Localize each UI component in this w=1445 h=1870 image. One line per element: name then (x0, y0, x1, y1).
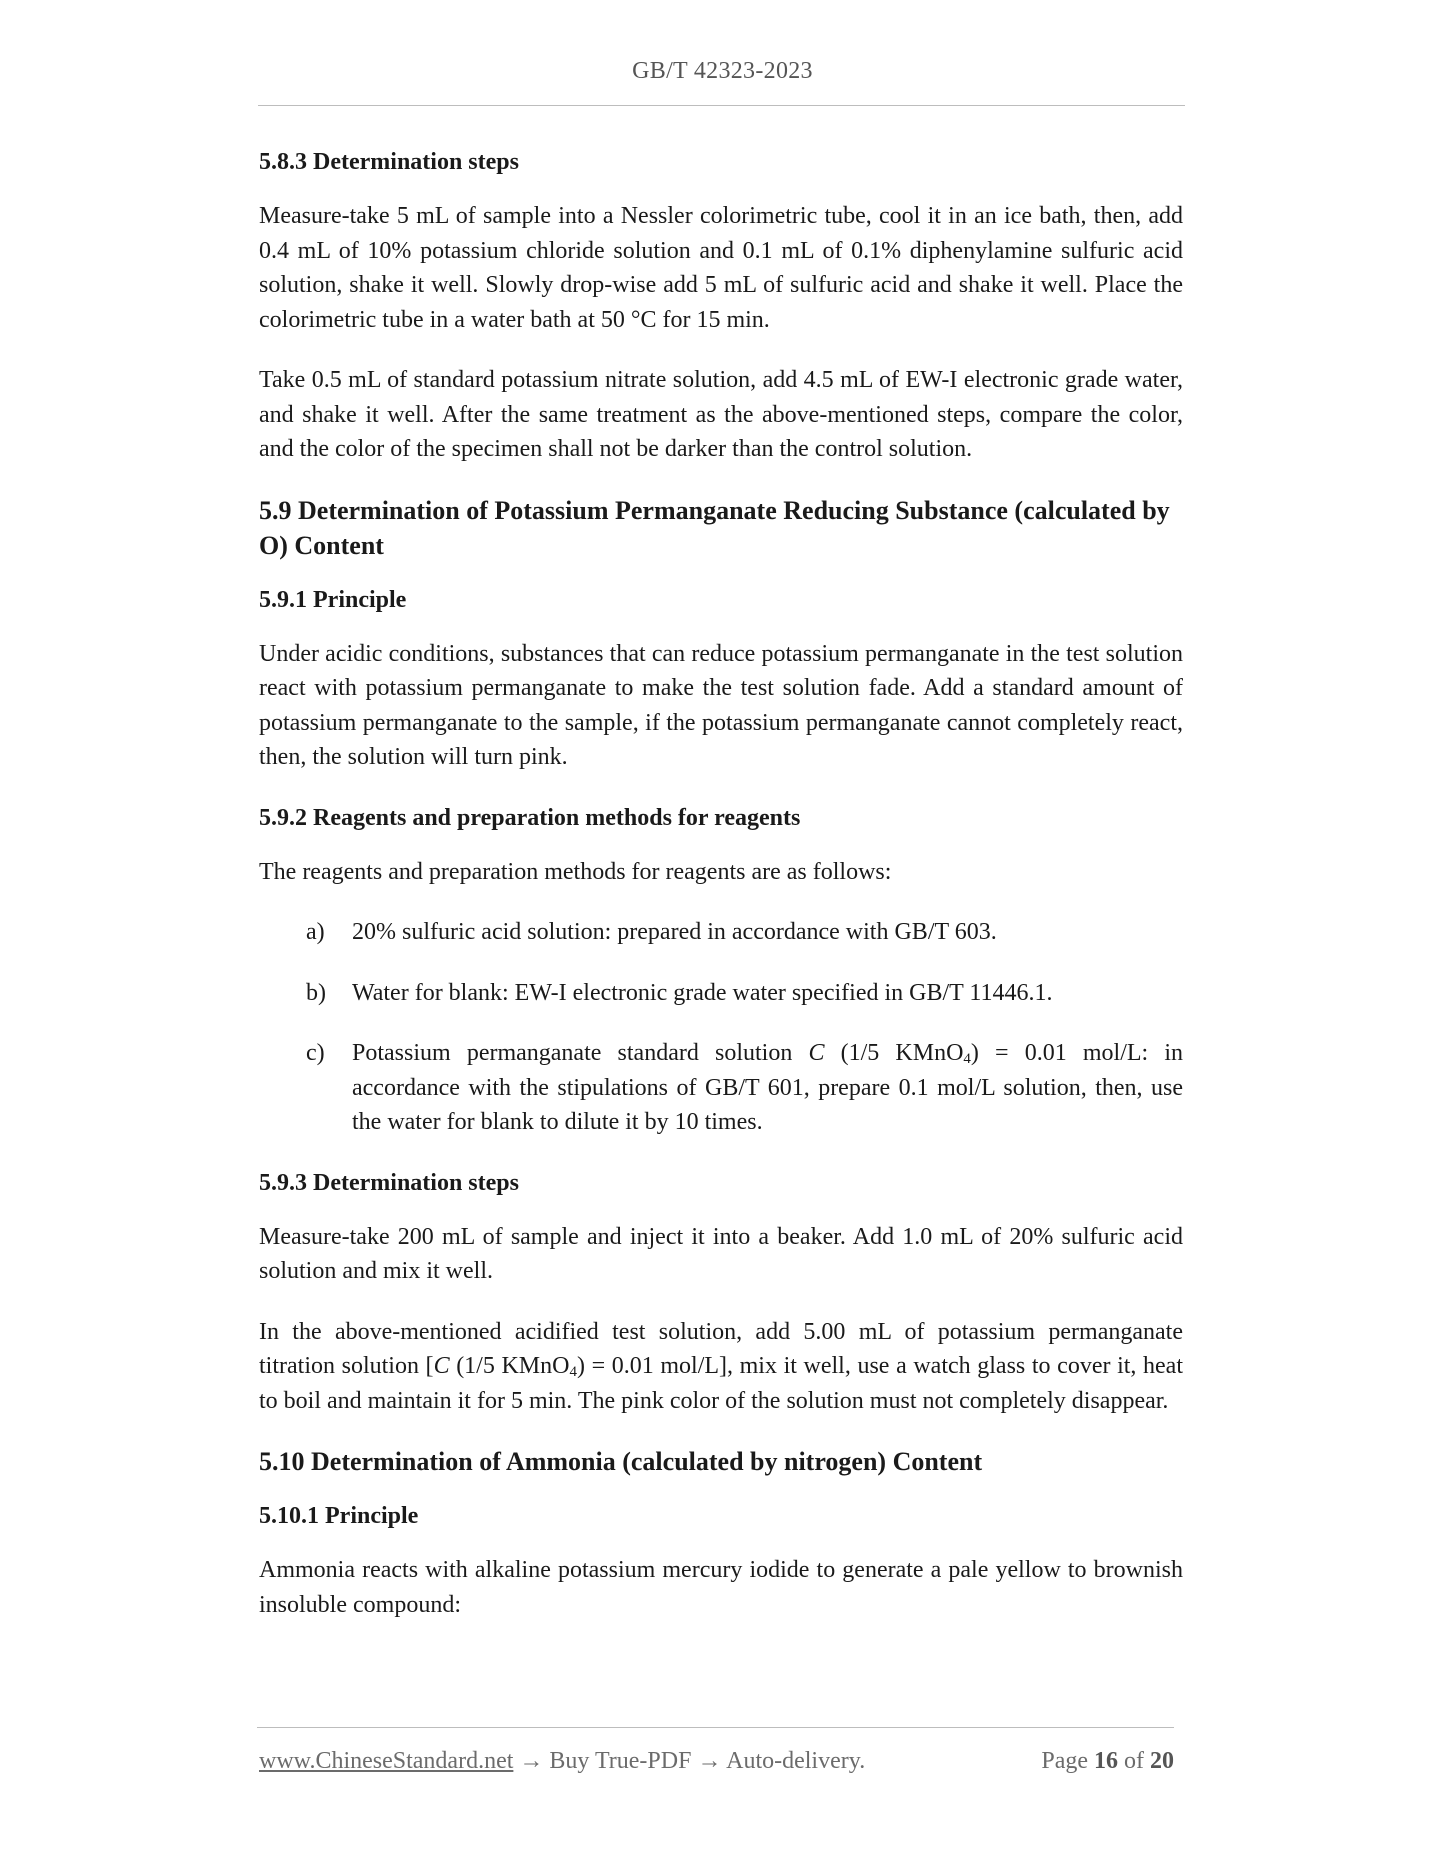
subscript: 4 (963, 1051, 971, 1067)
list-item (259, 915, 1183, 950)
paragraph-5-9-1-1: Under acidic conditions, substances that can reduce potassium permanganate in the test solution react with potassium permanganate to make the test solution fade. Add a standard amount of potassium permanganate to the sample, if the potassium permanganate cannot completely react, then, the solution will turn pink. (259, 640, 1183, 770)
list-item-text-post: ) = 0.01 mol/L: in accordance with the stipulations of GB/T 601, prepare 0.1 mol/L solution, then, use the water for blank to dilute it by 10 times. (352, 1040, 1183, 1135)
paragraph-text-pre: In the above-mentioned acidified test solution, add 5.00 mL of potassium permanganate titration solution [ (259, 1318, 1183, 1379)
paragraph-5-10-1-1: Ammonia reacts with alkaline potassium mercury iodide to generate a pale yellow to brownish insoluble compound: (259, 1557, 1183, 1618)
reagent-list (259, 915, 1183, 1140)
paragraph-text-post: ) = 0.01 mol/L], mix it well, use a watch glass to cover it, heat to boil and maintain it for 5 min. The pink color of the solution must not completely disappear. (259, 1353, 1183, 1414)
heading-5-10: 5.10 Determination of Ammonia (calculated by nitrogen) Content (259, 1447, 983, 1476)
paragraph-5-8-3-2: Take 0.5 mL of standard potassium nitrate solution, add 4.5 mL of EW-I electronic grade water, and shake it well. After the same treatment as the above-mentioned steps, compare the color, and the color of the specimen shall not be darker than the control solution. (259, 367, 1183, 462)
footer-divider (257, 1727, 1174, 1728)
subscript: 4 (569, 1364, 577, 1380)
paragraph-text-mid: (1/5 KMnO (449, 1353, 570, 1379)
list-item-text-pre: Potassium permanganate standard solution (352, 1040, 809, 1066)
heading-5-10-1: 5.10.1 Principle (259, 1503, 419, 1529)
header-doc-id: GB/T 42323-2023 (632, 58, 813, 84)
heading-5-9: 5.9 Determination of Potassium Permanganate Reducing Substance (calculated by O) Content (259, 495, 1170, 560)
list-item (259, 1036, 1183, 1140)
page-footer (259, 1748, 1174, 1775)
of-word: of (1124, 1748, 1144, 1774)
list-item-text-mid: (1/5 KMnO (824, 1040, 964, 1066)
variable-c: C (433, 1353, 450, 1379)
list-marker: a) (306, 919, 325, 945)
list-marker: c) (306, 1040, 325, 1066)
footer-tagline: → Buy True-PDF → Auto-delivery. (513, 1748, 866, 1774)
paragraph-5-9-3-2 (259, 1315, 1183, 1419)
heading-5-9-2: 5.9.2 Reagents and preparation methods for reagents (259, 804, 801, 831)
variable-c: C (808, 1040, 825, 1066)
page-number: 16 (1094, 1748, 1118, 1774)
paragraph-5-8-3-1: Measure-take 5 mL of sample into a Nessler colorimetric tube, cool it in an ice bath, then, add 0.4 mL of 10% potassium chloride solution and 0.1 mL of 0.1% diphenylamine sulfuric acid solution, shake it well. Slowly drop-wise add 5 mL of sulfuric acid and shake it well. Place the colorimetric tube in a water bath at 50 °C for 15 min. (259, 203, 1183, 333)
page-word: Page (1041, 1748, 1088, 1774)
header-divider (258, 105, 1185, 106)
heading-5-8-3: 5.8.3 Determination steps (259, 149, 519, 175)
website-link[interactable]: www.ChineseStandard.net (259, 1748, 514, 1774)
paragraph-5-9-2-intro: The reagents and preparation methods for reagents are as follows: (259, 858, 892, 885)
list-item-text: 20% sulfuric acid solution: prepared in accordance with GB/T 603. (352, 919, 997, 945)
page-content (259, 145, 1183, 1648)
paragraph-5-9-3-1: Measure-take 200 mL of sample and inject it into a beaker. Add 1.0 mL of 20% sulfuric acid solution and mix it well. (259, 1223, 1183, 1284)
list-item (259, 976, 1183, 1011)
list-marker: b) (306, 979, 326, 1006)
page-indicator (1041, 1748, 1174, 1775)
page-total: 20 (1150, 1748, 1174, 1774)
heading-5-9-1: 5.9.1 Principle (259, 586, 407, 613)
heading-5-9-3: 5.9.3 Determination steps (259, 1169, 519, 1196)
list-item-text: Water for blank: EW-I electronic grade water specified in GB/T 11446.1. (352, 979, 1053, 1006)
